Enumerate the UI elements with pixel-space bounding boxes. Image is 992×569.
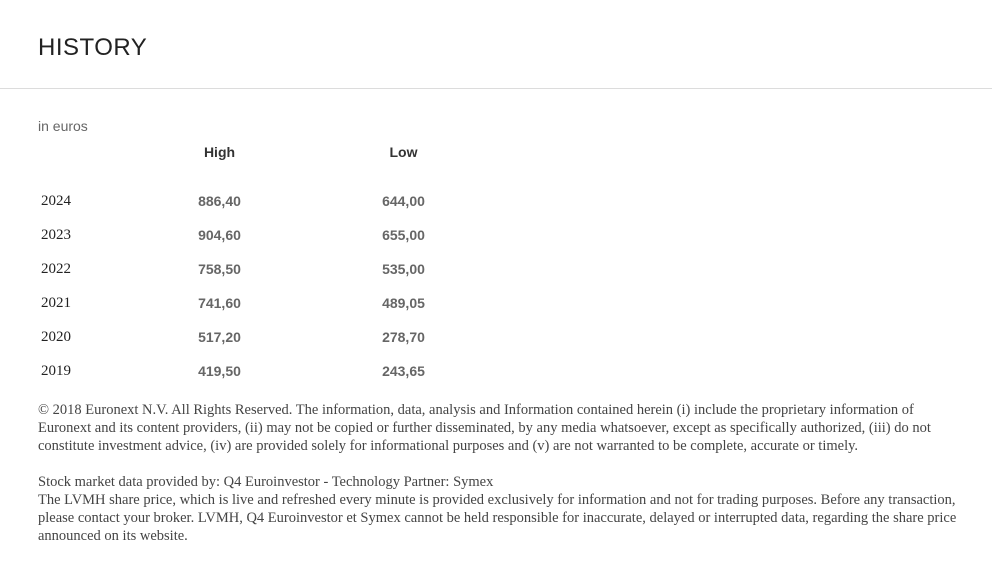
year-cell: 2020 xyxy=(41,328,71,345)
data-provider-line: Stock market data provided by: Q4 Euroinvestor - Technology Partner: Symex xyxy=(38,474,494,490)
high-column-header: High xyxy=(203,144,236,160)
table-row xyxy=(38,320,461,354)
table-row xyxy=(38,184,461,218)
data-provider-notice xyxy=(38,473,963,545)
low-column-header: Low xyxy=(389,144,418,160)
copyright-disclaimer: © 2018 Euronext N.V. All Rights Reserved. The information, data, analysis and Information contained herein (i) include the proprietary information of Euronext and its content providers, (ii) may not be copied or further disseminated, by any media whatsoever, except as specifically authorized, (iii) do not constitute investment advice, (iv) are provided solely for informational purposes and (v) are not warranted to be complete, accurate or timely. xyxy=(38,402,931,454)
low-value-cell: 655,00 xyxy=(382,227,425,243)
year-cell: 2024 xyxy=(41,192,71,209)
currency-unit-note: in euros xyxy=(38,118,88,134)
high-value-cell: 886,40 xyxy=(198,193,241,209)
low-value-cell: 243,65 xyxy=(382,363,425,379)
low-value-cell: 644,00 xyxy=(382,193,425,209)
year-column-header xyxy=(38,140,162,184)
high-value-cell: 419,50 xyxy=(198,363,241,379)
table-row xyxy=(38,286,461,320)
high-value-cell: 741,60 xyxy=(198,295,241,311)
year-cell: 2022 xyxy=(41,260,71,277)
share-price-disclaimer: The LVMH share price, which is live and refreshed every minute is provided exclusively for information and not for trading purposes. Before any transaction, please contact your broker. LVMH, Q4 Euroinvestor et Symex cannot be held responsible for inaccurate, delayed or interrupted data, regarding the share price announced on its website. xyxy=(38,492,957,544)
price-history-table xyxy=(38,140,461,388)
page-header xyxy=(0,0,992,89)
high-value-cell: 904,60 xyxy=(198,227,241,243)
low-value-cell: 278,70 xyxy=(382,329,425,345)
low-value-cell: 535,00 xyxy=(382,261,425,277)
table-row xyxy=(38,354,461,388)
page-title: HISTORY xyxy=(38,34,148,61)
year-cell: 2023 xyxy=(41,226,71,243)
year-cell: 2021 xyxy=(41,294,71,311)
year-cell: 2019 xyxy=(41,362,71,379)
high-value-cell: 758,50 xyxy=(198,261,241,277)
high-value-cell: 517,20 xyxy=(198,329,241,345)
table-row xyxy=(38,252,461,286)
table-header-row xyxy=(38,140,461,184)
table-row xyxy=(38,218,461,252)
low-value-cell: 489,05 xyxy=(382,295,425,311)
